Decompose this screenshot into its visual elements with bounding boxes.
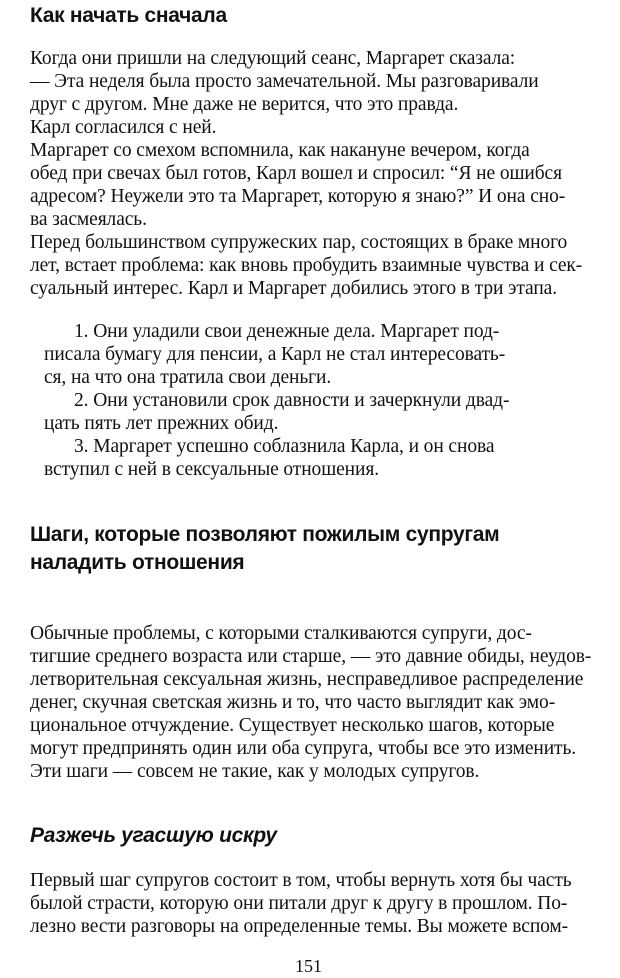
paragraph-line: тигшие среднего возраста или старше, — это давние обиды, неудов- bbox=[30, 646, 592, 667]
list-item-3-cont: вступил с ней в сексуальные отношения. bbox=[44, 459, 379, 480]
paragraph-line: Маргарет со смехом вспомнила, как накануне вечером, когда bbox=[30, 140, 530, 161]
paragraph-line: адресом? Неужели это та Маргарет, которую я знаю?” И она сно- bbox=[30, 186, 566, 207]
paragraph-line: лет, встает проблема: как вновь пробудить взаимные чувства и сек- bbox=[30, 255, 583, 276]
paragraph-line: Обычные проблемы, с которыми сталкиваются супруги, дос- bbox=[30, 623, 532, 644]
paragraph-line: — Эта неделя была просто замечательной. Мы разговаривали bbox=[30, 71, 539, 92]
list-item-1-cont: ся, на что она тратила свои деньги. bbox=[44, 367, 332, 388]
paragraph-line: денег, скучная светская жизнь и то, что часто выглядит как эмо- bbox=[30, 692, 556, 713]
paragraph-line: друг с другом. Мне даже не верится, что это правда. bbox=[30, 94, 459, 115]
paragraph-line: обед при свечах был готов, Карл вошел и спросил: “Я не ошибся bbox=[30, 163, 562, 184]
page-number: 151 bbox=[295, 956, 322, 976]
list-item-1-cont: писала бумагу для пенсии, а Карл не стал интересовать- bbox=[44, 344, 506, 365]
paragraph-line: могут предпринять один или оба супруга, чтобы все это изменить. bbox=[30, 738, 577, 759]
list-item-1: 1. Они уладили свои денежные дела. Маргарет под- bbox=[74, 321, 500, 342]
paragraph-line: циональное отчуждение. Существует несколько шагов, которые bbox=[30, 715, 555, 736]
section-heading-steps-cont: наладить отношения bbox=[30, 551, 245, 574]
list-item-3: 3. Маргарет успешно соблазнила Карла, и он снова bbox=[74, 436, 495, 457]
list-item-2-cont: цать пять лет прежних обид. bbox=[44, 413, 279, 434]
section-heading-steps: Шаги, которые позволяют пожилым супругам bbox=[30, 523, 500, 546]
paragraph-line: летворительная сексуальная жизнь, несправедливое распределение bbox=[30, 669, 584, 690]
paragraph-line: Когда они пришли на следующий сеанс, Маргарет сказала: bbox=[30, 48, 516, 69]
paragraph-line: Карл согласился с ней. bbox=[30, 117, 217, 138]
paragraph-line: суальный интерес. Карл и Маргарет добились этого в три этапа. bbox=[30, 278, 557, 299]
paragraph-line: былой страсти, которую они питали друг к другу в прошлом. По- bbox=[30, 893, 568, 914]
paragraph-line: Перед большинством супружеских пар, состоящих в браке много bbox=[30, 232, 568, 253]
paragraph-line: лезно вести разговоры на определенные темы. Вы можете вспом- bbox=[30, 916, 569, 937]
section-heading-spark: Разжечь угасшую искру bbox=[30, 824, 277, 847]
paragraph-line: Первый шаг супругов состоит в том, чтобы вернуть хотя бы часть bbox=[30, 870, 572, 891]
paragraph-line: ва засмеялась. bbox=[30, 209, 147, 230]
paragraph-line: Эти шаги — совсем не такие, как у молодых супругов. bbox=[30, 761, 480, 782]
list-item-2: 2. Они установили срок давности и зачеркнули двад- bbox=[74, 390, 510, 411]
section-heading-restart: Как начать сначала bbox=[30, 4, 227, 27]
